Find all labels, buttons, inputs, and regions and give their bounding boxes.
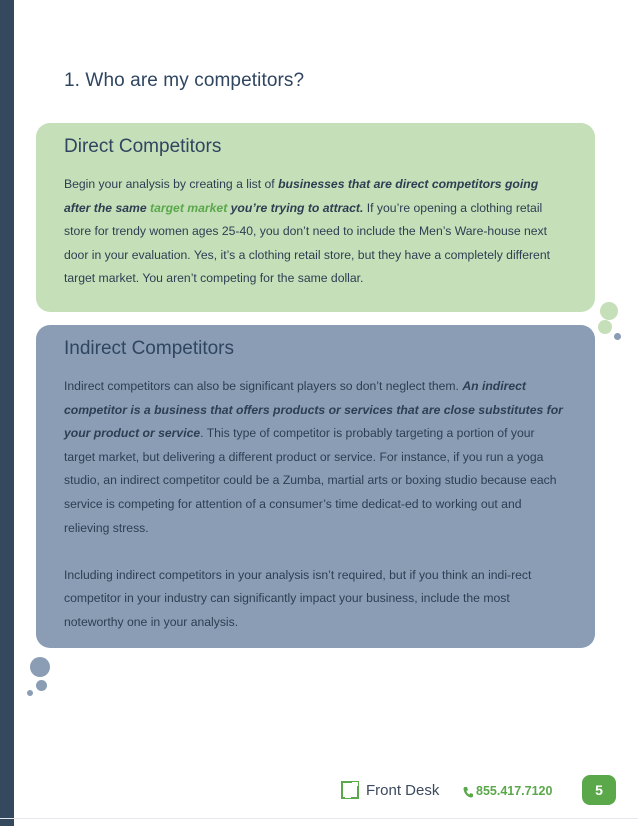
divider <box>0 818 638 819</box>
decorative-dot <box>598 320 612 334</box>
emphasis-text: businesses that are direct competitors going after the same <box>64 177 539 215</box>
highlight-target-market: target market <box>150 200 228 215</box>
indirect-competitors-card <box>36 325 595 648</box>
section-heading: 1. Who are my competitors? <box>64 70 305 91</box>
body-text: Indirect competitors can also be significant players so don’t neglect them. <box>64 379 463 393</box>
decorative-dot <box>27 690 33 696</box>
body-text: If you’re opening a clothing retail store for trendy women ages 25-40, you don’t need to include the Men’s Ware-house next door in your evaluation. Yes, it’s a clothing retail store, but they have a completely different target market. You aren’t competing for the same dollar. <box>64 200 550 286</box>
body-text: . This type of competitor is probably targeting a portion of your target market, but delivering a different product or service. For instance, if you run a yoga studio, an indirect competitor could be a Zumba, martial arts or boxing studio because each service is competing for attention of a consumer’s time dedicat-ed to working out and relieving stress. <box>64 426 557 535</box>
indirect-competitors-title: Indirect Competitors <box>64 338 235 359</box>
emphasis-text: you’re trying to attract. <box>227 200 364 215</box>
left-edge-bar <box>0 0 14 826</box>
footer-phone-number: 855.417.7120 <box>476 784 553 798</box>
direct-competitors-title: Direct Competitors <box>64 136 222 157</box>
phone-icon <box>463 786 473 798</box>
footer-brand: Front Desk <box>366 782 440 799</box>
body-text: Begin your analysis by creating a list of <box>64 177 279 191</box>
direct-competitors-body <box>64 173 567 291</box>
page-number-badge: 5 <box>582 775 616 805</box>
decorative-dot <box>36 680 47 691</box>
indirect-competitors-body <box>64 375 567 540</box>
direct-competitors-card <box>36 123 595 312</box>
front-desk-logo-icon <box>341 781 359 799</box>
decorative-dot <box>614 333 621 340</box>
indirect-competitors-body-2: Including indirect competitors in your analysis isn’t required, but if you think an indi-rect competitor in your industry can significantly impact your business, include the most noteworthy one in your analysis. <box>64 567 532 629</box>
decorative-dot <box>600 302 618 320</box>
emphasis-text: An indirect competitor is a business that offers products or services that are close substitutes for your product or service <box>64 379 563 441</box>
decorative-dot <box>30 657 50 677</box>
